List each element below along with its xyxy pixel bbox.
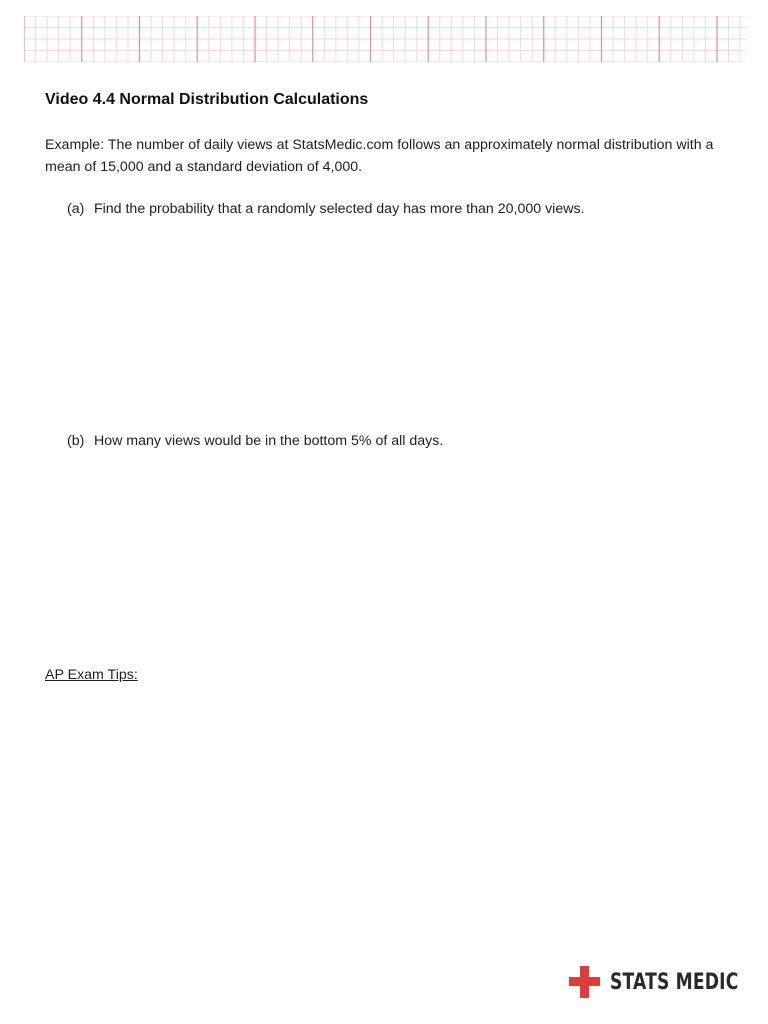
brand-name: STATS MEDIC	[610, 969, 739, 995]
graph-paper-banner	[24, 16, 746, 62]
example-text: Example: The number of daily views at StatsMedic.com follows an approximately normal distribution with a mean of 15,000 and a standard deviation of 4,000.	[45, 137, 714, 175]
stats-medic-logo	[569, 965, 768, 999]
question-b	[67, 431, 443, 452]
page-title: Video 4.4 Normal Distribution Calculations	[45, 91, 369, 108]
red-cross-icon	[569, 966, 600, 998]
question-a-label: (a)	[67, 201, 85, 217]
question-b-text: How many views would be in the bottom 5% of all days.	[93, 433, 444, 449]
ap-exam-tips-heading: AP Exam Tips:	[45, 667, 138, 683]
question-a-text: Find the probability that a randomly selected day has more than 20,000 views.	[93, 201, 585, 217]
question-b-label: (b)	[67, 433, 85, 449]
question-a	[67, 199, 585, 220]
